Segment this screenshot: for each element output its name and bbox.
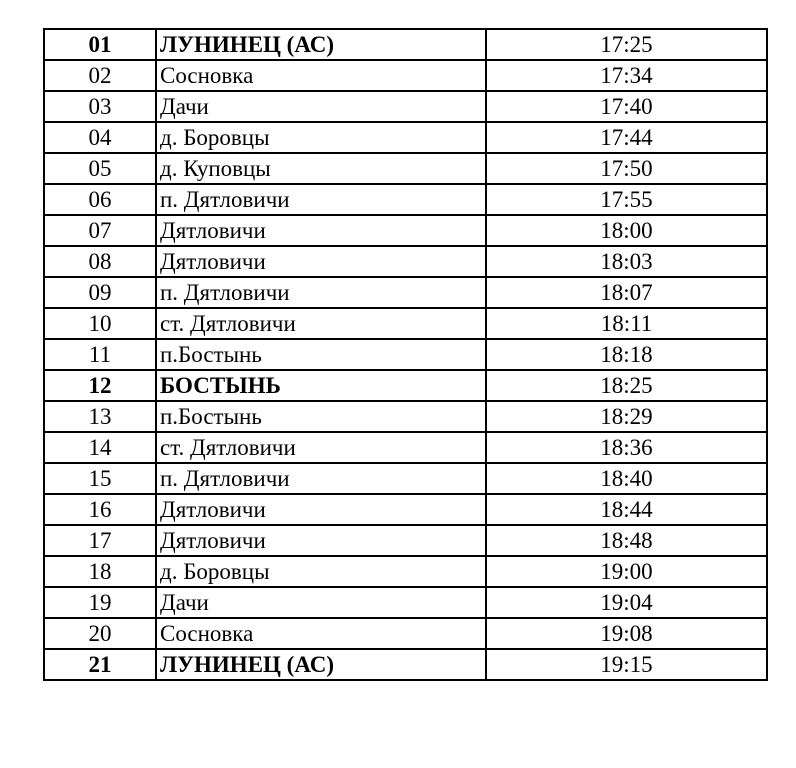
departure-time: 18:48 [486,525,767,556]
departure-time: 17:40 [486,91,767,122]
departure-time: 18:11 [486,308,767,339]
table-row [44,153,767,184]
stop-name: ЛУНИНЕЦ (АС) [156,29,486,60]
table-row [44,618,767,649]
departure-time: 18:00 [486,215,767,246]
table-row [44,277,767,308]
stop-name: Дятловичи [156,525,486,556]
stop-name: п. Дятловичи [156,277,486,308]
table-row [44,91,767,122]
table-row [44,246,767,277]
stop-name: Сосновка [156,618,486,649]
departure-time: 17:25 [486,29,767,60]
departure-time: 18:25 [486,370,767,401]
departure-time: 17:55 [486,184,767,215]
departure-time: 18:03 [486,246,767,277]
table-row [44,370,767,401]
stop-number: 13 [44,401,156,432]
stop-number: 14 [44,432,156,463]
stop-name: д. Куповцы [156,153,486,184]
stop-name: д. Боровцы [156,122,486,153]
departure-time: 18:18 [486,339,767,370]
table-row [44,494,767,525]
stop-name: Дятловичи [156,246,486,277]
stop-name: Дятловичи [156,494,486,525]
stop-number: 18 [44,556,156,587]
stop-name: БОСТЫНЬ [156,370,486,401]
stop-number: 19 [44,587,156,618]
departure-time: 19:04 [486,587,767,618]
departure-time: 19:00 [486,556,767,587]
table-row [44,29,767,60]
departure-time: 19:15 [486,649,767,680]
stop-number: 16 [44,494,156,525]
departure-time: 17:44 [486,122,767,153]
stop-number: 20 [44,618,156,649]
stop-name: п. Дятловичи [156,184,486,215]
table-row [44,587,767,618]
stop-number: 09 [44,277,156,308]
stop-name: Дачи [156,91,486,122]
table-row [44,122,767,153]
stop-number: 03 [44,91,156,122]
departure-time: 18:29 [486,401,767,432]
departure-time: 18:40 [486,463,767,494]
departure-time: 18:07 [486,277,767,308]
stop-name: п.Бостынь [156,401,486,432]
stop-number: 11 [44,339,156,370]
stop-name: ЛУНИНЕЦ (АС) [156,649,486,680]
stop-number: 02 [44,60,156,91]
table-row [44,60,767,91]
departure-time: 18:44 [486,494,767,525]
table-row [44,308,767,339]
table-row [44,556,767,587]
stop-number: 21 [44,649,156,680]
table-row [44,463,767,494]
stop-name: Дачи [156,587,486,618]
stop-name: Сосновка [156,60,486,91]
table-row [44,525,767,556]
stop-number: 04 [44,122,156,153]
table-row [44,649,767,680]
stop-number: 05 [44,153,156,184]
stop-number: 08 [44,246,156,277]
stop-number: 10 [44,308,156,339]
stop-number: 07 [44,215,156,246]
departure-time: 18:36 [486,432,767,463]
table-row [44,339,767,370]
schedule-body [44,29,767,680]
table-row [44,401,767,432]
stop-name: д. Боровцы [156,556,486,587]
schedule-table [43,28,768,681]
table-row [44,215,767,246]
stop-number: 06 [44,184,156,215]
departure-time: 17:50 [486,153,767,184]
stop-number: 15 [44,463,156,494]
table-row [44,432,767,463]
stop-name: п.Бостынь [156,339,486,370]
stop-number: 12 [44,370,156,401]
stop-number: 17 [44,525,156,556]
stop-name: Дятловичи [156,215,486,246]
table-row [44,184,767,215]
departure-time: 19:08 [486,618,767,649]
stop-number: 01 [44,29,156,60]
departure-time: 17:34 [486,60,767,91]
stop-name: ст. Дятловичи [156,432,486,463]
stop-name: ст. Дятловичи [156,308,486,339]
stop-name: п. Дятловичи [156,463,486,494]
